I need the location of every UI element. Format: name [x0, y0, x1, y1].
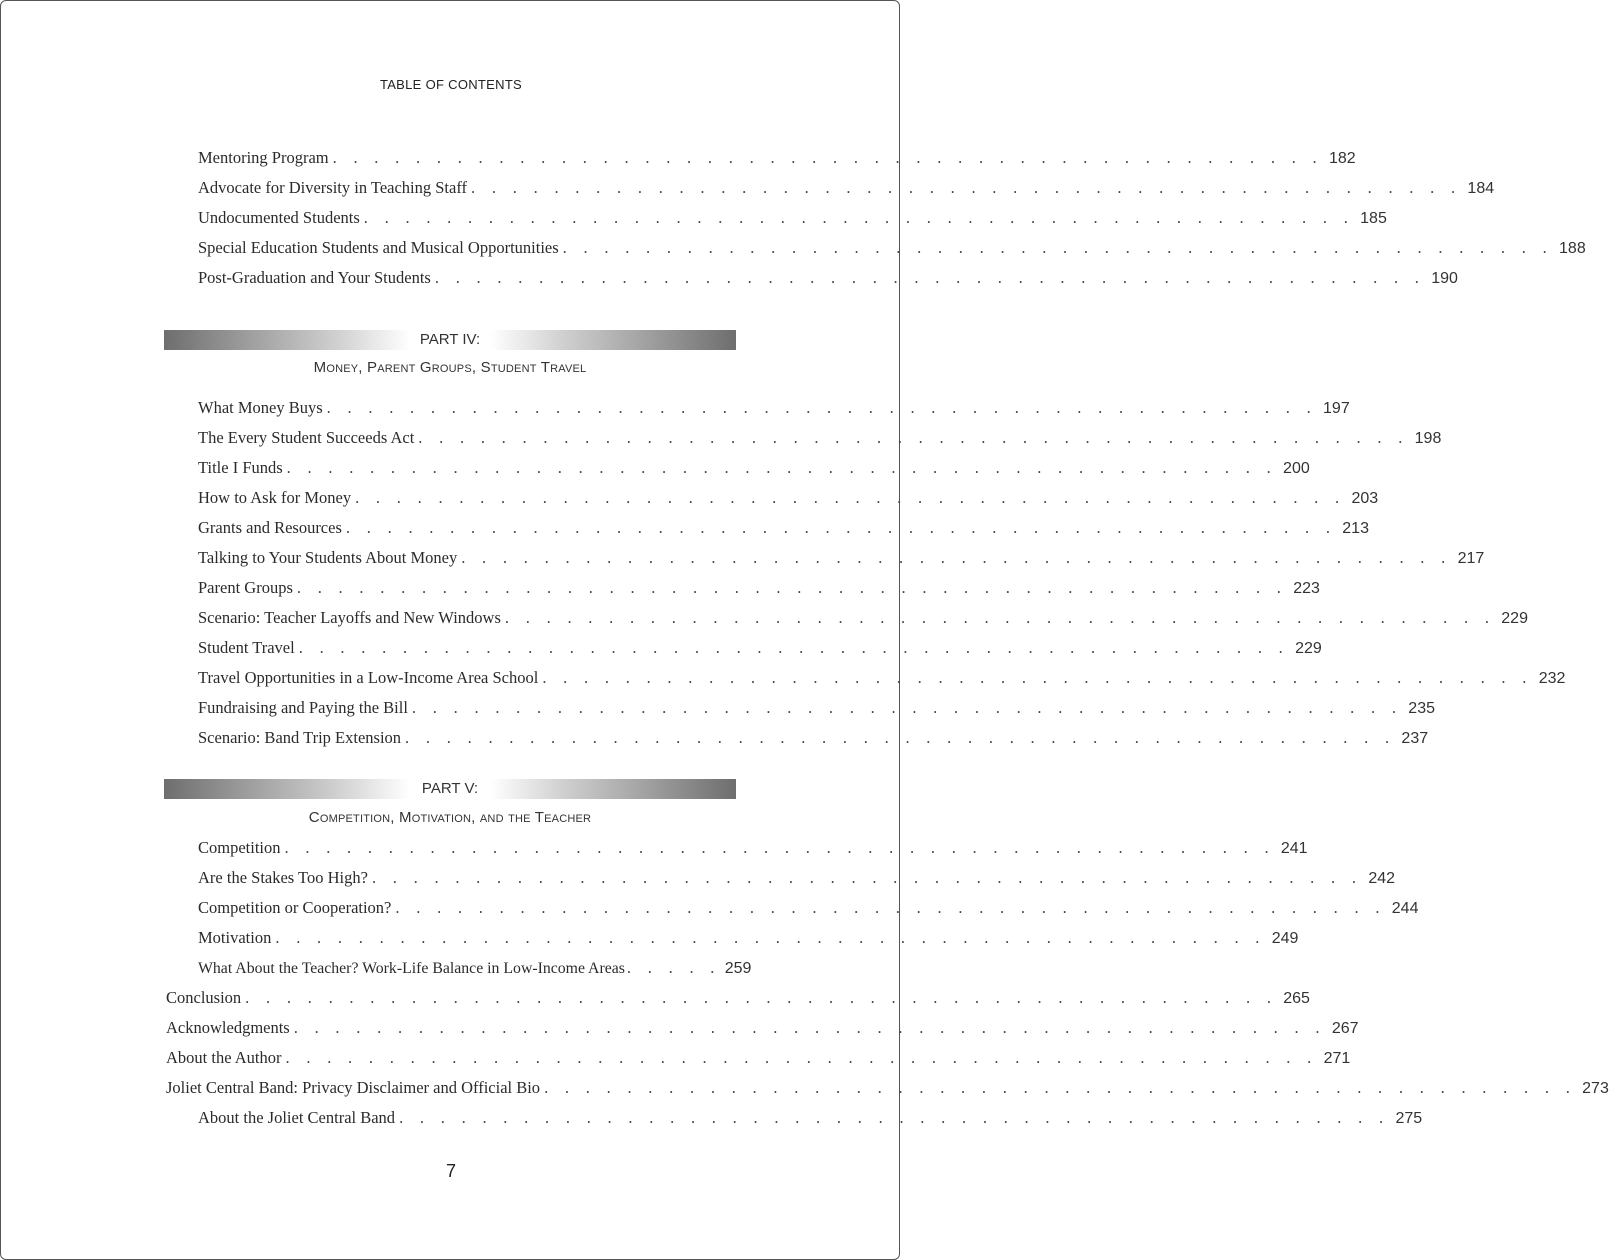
toc-entry	[198, 517, 1369, 539]
toc-entry	[198, 147, 1356, 169]
toc-entry-title: Joliet Central Band: Privacy Disclaimer and Official Bio	[166, 1078, 541, 1097]
leader-dots: . . . . . . . . . . . . . . . . . . . . . . . . . . . . . . . . . . . . . . . . . . . . . . . .	[363, 208, 1355, 227]
toc-entry-title: Competition or Cooperation?	[198, 898, 392, 917]
toc-entry-title: About the Joliet Central Band	[198, 1108, 396, 1127]
toc-entry-title: Scenario: Teacher Layoffs and New Windows	[198, 608, 501, 627]
leader-dots: . . . . . . . . . . . . . . . . . . . . . . . . . . . . . . . . . . . . . . . . . . . . . . . .	[355, 488, 1346, 507]
toc-entry-title: Undocumented Students	[198, 208, 360, 227]
toc-entry-title: Talking to Your Students About Money	[198, 548, 458, 567]
toc-entry-title: Competition	[198, 838, 281, 857]
toc-entry	[198, 837, 1308, 859]
toc-entry-page: 273	[1582, 1080, 1609, 1097]
leader-dots: . . . . . . . . . . . . . . . . . . . . . . . . . . . . . . . . . . . . . . . . . . . . . . . .	[471, 178, 1462, 197]
toc-entry-page: 198	[1414, 430, 1442, 447]
toc-entry-page: 237	[1401, 730, 1429, 747]
toc-entry-title: Fundraising and Paying the Bill	[198, 698, 408, 717]
toc-entry	[198, 727, 1429, 749]
toc-entry-page: 275	[1395, 1110, 1423, 1127]
toc-entry	[198, 927, 1299, 949]
part-5-banner	[164, 779, 736, 799]
toc-entry	[198, 427, 1442, 449]
leader-dots: . . . . . . . . . . . . . . . . . . . . . . . . . . . . . . . . . . . . . . . . . . . . . . . .	[461, 548, 1452, 567]
leader-dots: . . . . . . . . . . . . . . . . . . . . . . . . . . . . . . . . . . . . . . . . . . . . . . . .	[434, 268, 1426, 287]
toc-entry-title: Post-Graduation and Your Students	[198, 268, 431, 287]
toc-entry	[198, 177, 1495, 199]
toc-entry	[198, 867, 1396, 889]
toc-entry-page: 244	[1391, 900, 1419, 917]
toc-entry-title: Travel Opportunities in a Low-Income Area School	[198, 668, 539, 687]
toc-entry-title: Scenario: Band Trip Extension	[198, 728, 402, 747]
toc-entry-page: 259	[724, 960, 752, 977]
leader-dots: . . . . . . . . . . . . . . . . . . . . . . . . . . . . . . . . . . . . . . . . . . . . . . . . . .	[285, 1048, 1318, 1067]
toc-entry-page: 184	[1467, 180, 1495, 197]
toc-entry-title: Motivation	[198, 928, 272, 947]
toc-entry-title: Acknowledgments	[166, 1018, 290, 1037]
toc-entry-page: 265	[1283, 990, 1310, 1007]
leader-dots: . . . . . . . . . . . . . . . . . . . . . . . . . . . . . . . . . . . . . . . . . . . . . . . .	[371, 868, 1363, 887]
part-4-subtitle: Money, Parent Groups, Student Travel	[313, 359, 587, 376]
toc-entry-title: What About the Teacher? Work-Life Balance in Low-Income Areas	[198, 960, 625, 977]
toc-entry-title: Parent Groups	[198, 578, 293, 597]
toc-entry-title: Title I Funds	[198, 458, 283, 477]
toc-entry	[198, 897, 1419, 919]
toc-entry-title: Special Education Students and Musical Opportunities	[198, 238, 559, 257]
toc-entry-title: Grants and Resources	[198, 518, 342, 537]
toc-entry	[198, 1107, 1423, 1129]
leader-dots: . . . . . . . . . . . . . . . . . . . . . . . . . . . . . . . . . . . . . . . . . . . . . . . . . .	[293, 1018, 1326, 1037]
toc-entry-page: 217	[1457, 550, 1485, 567]
toc-entry-title: Advocate for Diversity in Teaching Staff	[198, 178, 468, 197]
leader-dots: . . . . . . . . . . . . . . . . . . . . . . . . . . . . . . . . . . . . . . . . . . . . . . . .	[286, 458, 1278, 477]
toc-entry	[198, 547, 1485, 569]
leader-dots: . . . . . . . . . . . . . . . . . . . . . . . . . . . . . . . . . . . . . . . . . . . . . . . .	[275, 928, 1266, 947]
toc-entry-page: 203	[1351, 490, 1379, 507]
leader-dots: . . . . . . . . . . . . . . . . . . . . . . . . . . . . . . . . . . . . . . . . . . . . . . . .	[284, 838, 1275, 857]
leader-dots: . . . . . . . . . . . . . . . . . . . . . . . . . . . . . . . . . . . . . . . . . . . . . . . .	[345, 518, 1337, 537]
leader-dots: . . . . . . . . . . . . . . . . . . . . . . . . . . . . . . . . . . . . . . . . . . . . . . . .	[562, 238, 1554, 257]
toc-entry	[198, 607, 1528, 629]
leader-dots: . . . . . . . . . . . . . . . . . . . . . . . . . . . . . . . . . . . . . . . . . . . . . . . .	[411, 698, 1403, 717]
leader-dots: . . . . . . . . . . . . . . . . . . . . . . . . . . . . . . . . . . . . . . . . . . . . . . . . . .	[544, 1078, 1577, 1097]
toc-entry-page: 213	[1342, 520, 1369, 537]
toc-entry-title: How to Ask for Money	[198, 488, 352, 507]
part-5-label: PART V:	[421, 780, 479, 797]
toc-entry-title: Mentoring Program	[198, 148, 329, 167]
leader-dots: . . . . . . . . . . . . . . . . . . . . . . . . . . . . . . . . . . . . . . . . . . . . . . . .	[296, 578, 1288, 597]
toc-entry	[198, 207, 1387, 229]
toc-entry-page: 232	[1538, 670, 1566, 687]
toc-entry-page: 229	[1295, 640, 1322, 657]
toc-entry-title: About the Author	[166, 1048, 282, 1067]
toc-entry	[166, 1017, 1359, 1039]
toc-entry-page: 185	[1360, 210, 1387, 227]
toc-entry	[198, 577, 1320, 599]
toc-entry	[198, 237, 1586, 259]
toc-entry-page: 235	[1408, 700, 1435, 717]
leader-dots: . . . . . . . . . . . . . . . . . . . . . . . . . . . . . . . . . . . . . . . . . . . . . . . .	[504, 608, 1496, 627]
leader-dots: . . . . . . . . . . . . . . . . . . . . . . . . . . . . . . . . . . . . . . . . . . . . . . . .	[405, 728, 1396, 747]
part-4-label: PART IV:	[419, 331, 481, 348]
toc-entry-page: 271	[1323, 1050, 1351, 1067]
toc-entry	[198, 397, 1350, 419]
leader-dots: . . . . . . . . . . . . . . . . . . . . . . . . . . . . . . . . . . . . . . . . . . . . . . . .	[418, 428, 1409, 447]
toc-entry-page: 242	[1368, 870, 1396, 887]
toc-entry	[198, 457, 1310, 479]
leader-dots: . . . . . . . . . . . . . . . . . . . . . . . . . . . . . . . . . . . . . . . . . . . . . . . . . .	[245, 988, 1278, 1007]
toc-entry-title: What Money Buys	[198, 398, 323, 417]
leader-dots: . . . . .	[626, 958, 721, 977]
toc-entry-page: 182	[1328, 150, 1356, 167]
toc-entry	[198, 637, 1322, 659]
toc-entry	[198, 667, 1566, 689]
toc-entry	[166, 987, 1310, 1009]
leader-dots: . . . . . . . . . . . . . . . . . . . . . . . . . . . . . . . . . . . . . . . . . . . . . . . .	[542, 668, 1533, 687]
toc-entry-page: 200	[1283, 460, 1310, 477]
part-4-banner	[164, 330, 736, 350]
toc-entry-title: The Every Student Succeeds Act	[198, 428, 415, 447]
toc-entry-title: Student Travel	[198, 638, 295, 657]
toc-entry	[198, 697, 1435, 719]
toc-entry	[198, 267, 1458, 289]
toc-entry-page: 197	[1323, 400, 1350, 417]
toc-entry-page: 223	[1293, 580, 1320, 597]
leader-dots: . . . . . . . . . . . . . . . . . . . . . . . . . . . . . . . . . . . . . . . . . . . . . . . .	[395, 898, 1386, 917]
leader-dots: . . . . . . . . . . . . . . . . . . . . . . . . . . . . . . . . . . . . . . . . . . . . . . . .	[326, 398, 1318, 417]
page-number: 7	[445, 1161, 456, 1181]
running-head: TABLE OF CONTENTS	[379, 77, 523, 92]
toc-entry-page: 229	[1501, 610, 1528, 627]
leader-dots: . . . . . . . . . . . . . . . . . . . . . . . . . . . . . . . . . . . . . . . . . . . . . . . .	[298, 638, 1290, 657]
toc-entry-page: 241	[1280, 840, 1308, 857]
toc-entry-page: 190	[1431, 270, 1458, 287]
toc-entry-title: Conclusion	[166, 988, 242, 1007]
toc-entry	[166, 1077, 1609, 1099]
toc-entry	[198, 487, 1379, 509]
toc-entry	[198, 957, 752, 979]
toc-entry-page: 267	[1331, 1020, 1359, 1037]
part-5-subtitle: Competition, Motivation, and the Teacher	[308, 809, 592, 826]
leader-dots: . . . . . . . . . . . . . . . . . . . . . . . . . . . . . . . . . . . . . . . . . . . . . . . .	[332, 148, 1323, 167]
toc-entry-page: 188	[1559, 240, 1586, 257]
toc-entry-page: 249	[1271, 930, 1299, 947]
leader-dots: . . . . . . . . . . . . . . . . . . . . . . . . . . . . . . . . . . . . . . . . . . . . . . . .	[399, 1108, 1390, 1127]
toc-entry-title: Are the Stakes Too High?	[198, 868, 368, 887]
toc-entry	[166, 1047, 1351, 1069]
